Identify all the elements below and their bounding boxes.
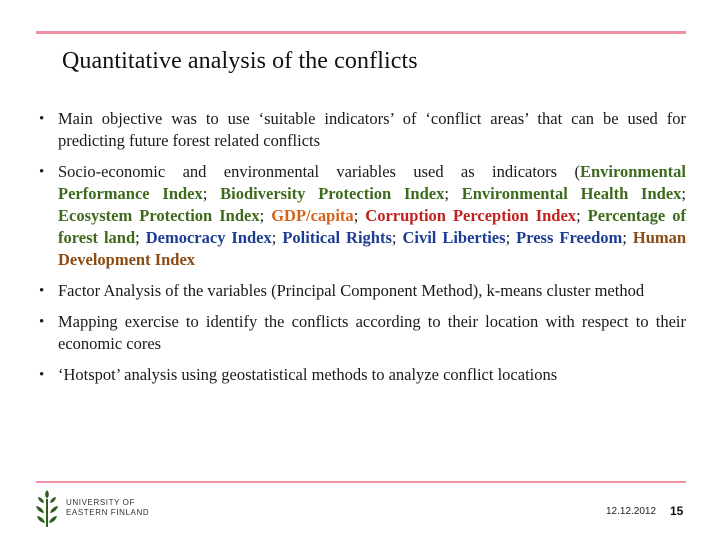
bullet-mapping xyxy=(36,311,686,355)
separator: ; xyxy=(135,228,146,247)
bullet-hotspot xyxy=(36,364,686,386)
logo-line-2: EASTERN FINLAND xyxy=(66,508,150,517)
separator: ; xyxy=(391,228,403,247)
separator: ; xyxy=(505,228,517,247)
separator: ; xyxy=(353,206,366,225)
separator: ; xyxy=(202,184,221,203)
indicator-gdp: GDP/capita xyxy=(271,206,354,225)
indicator-press-freedom: Press Freedom xyxy=(516,228,623,247)
uef-plant-logo-icon xyxy=(34,488,60,528)
separator: ; xyxy=(576,206,588,225)
indicator-civil-liberties: Civil Liberties xyxy=(402,228,506,247)
indicators-intro: Socio-economic and environmental variables used as indicators ( xyxy=(58,162,580,181)
bullet-list xyxy=(36,108,686,395)
indicator-hdi: Human Development Index xyxy=(58,228,687,269)
slide-title: Quantitative analysis of the conflicts xyxy=(62,48,418,74)
indicator-corruption: Corruption Perception Index xyxy=(365,206,577,225)
indicator-epi: Environmental Performance Index xyxy=(58,162,686,203)
bullet-objective-text: Main objective was to use ‘suitable indicators’ of ‘conflict areas’ that can be used for predicting future forest related conflicts xyxy=(58,109,686,150)
top-divider xyxy=(36,31,686,34)
footer-date: 12.12.2012 xyxy=(606,506,657,517)
bullet-indicators xyxy=(36,161,686,271)
separator: ; xyxy=(444,184,462,203)
separator: ; xyxy=(271,228,283,247)
separator: ; xyxy=(681,184,686,203)
bullet-hotspot-text: ‘Hotspot’ analysis using geostatistical methods to analyze conflict locations xyxy=(58,365,558,384)
indicator-forest-land: Percentage of forest land xyxy=(58,206,686,247)
bullet-objective xyxy=(36,108,686,152)
logo-line-1: UNIVERSITY OF xyxy=(66,498,135,507)
separator: ; xyxy=(259,206,272,225)
page-number: 15 xyxy=(670,504,684,518)
university-logo xyxy=(34,488,149,528)
indicator-ecosystem: Ecosystem Protection Index xyxy=(58,206,260,225)
bullet-mapping-text: Mapping exercise to identify the conflicts according to their location with respect to their economic cores xyxy=(58,312,686,353)
separator: ; xyxy=(622,228,633,247)
indicator-political-rights: Political Rights xyxy=(282,228,392,247)
bottom-divider xyxy=(36,481,686,483)
bullet-factor-analysis xyxy=(36,280,686,302)
indicator-env-health: Environmental Health Index xyxy=(461,184,682,203)
indicator-biodiversity: Biodiversity Protection Index xyxy=(220,184,445,203)
indicator-democracy: Democracy Index xyxy=(145,228,272,247)
bullet-factor-analysis-text: Factor Analysis of the variables (Principal Component Method), k-means cluster method xyxy=(58,281,645,300)
logo-wordmark xyxy=(66,498,149,518)
